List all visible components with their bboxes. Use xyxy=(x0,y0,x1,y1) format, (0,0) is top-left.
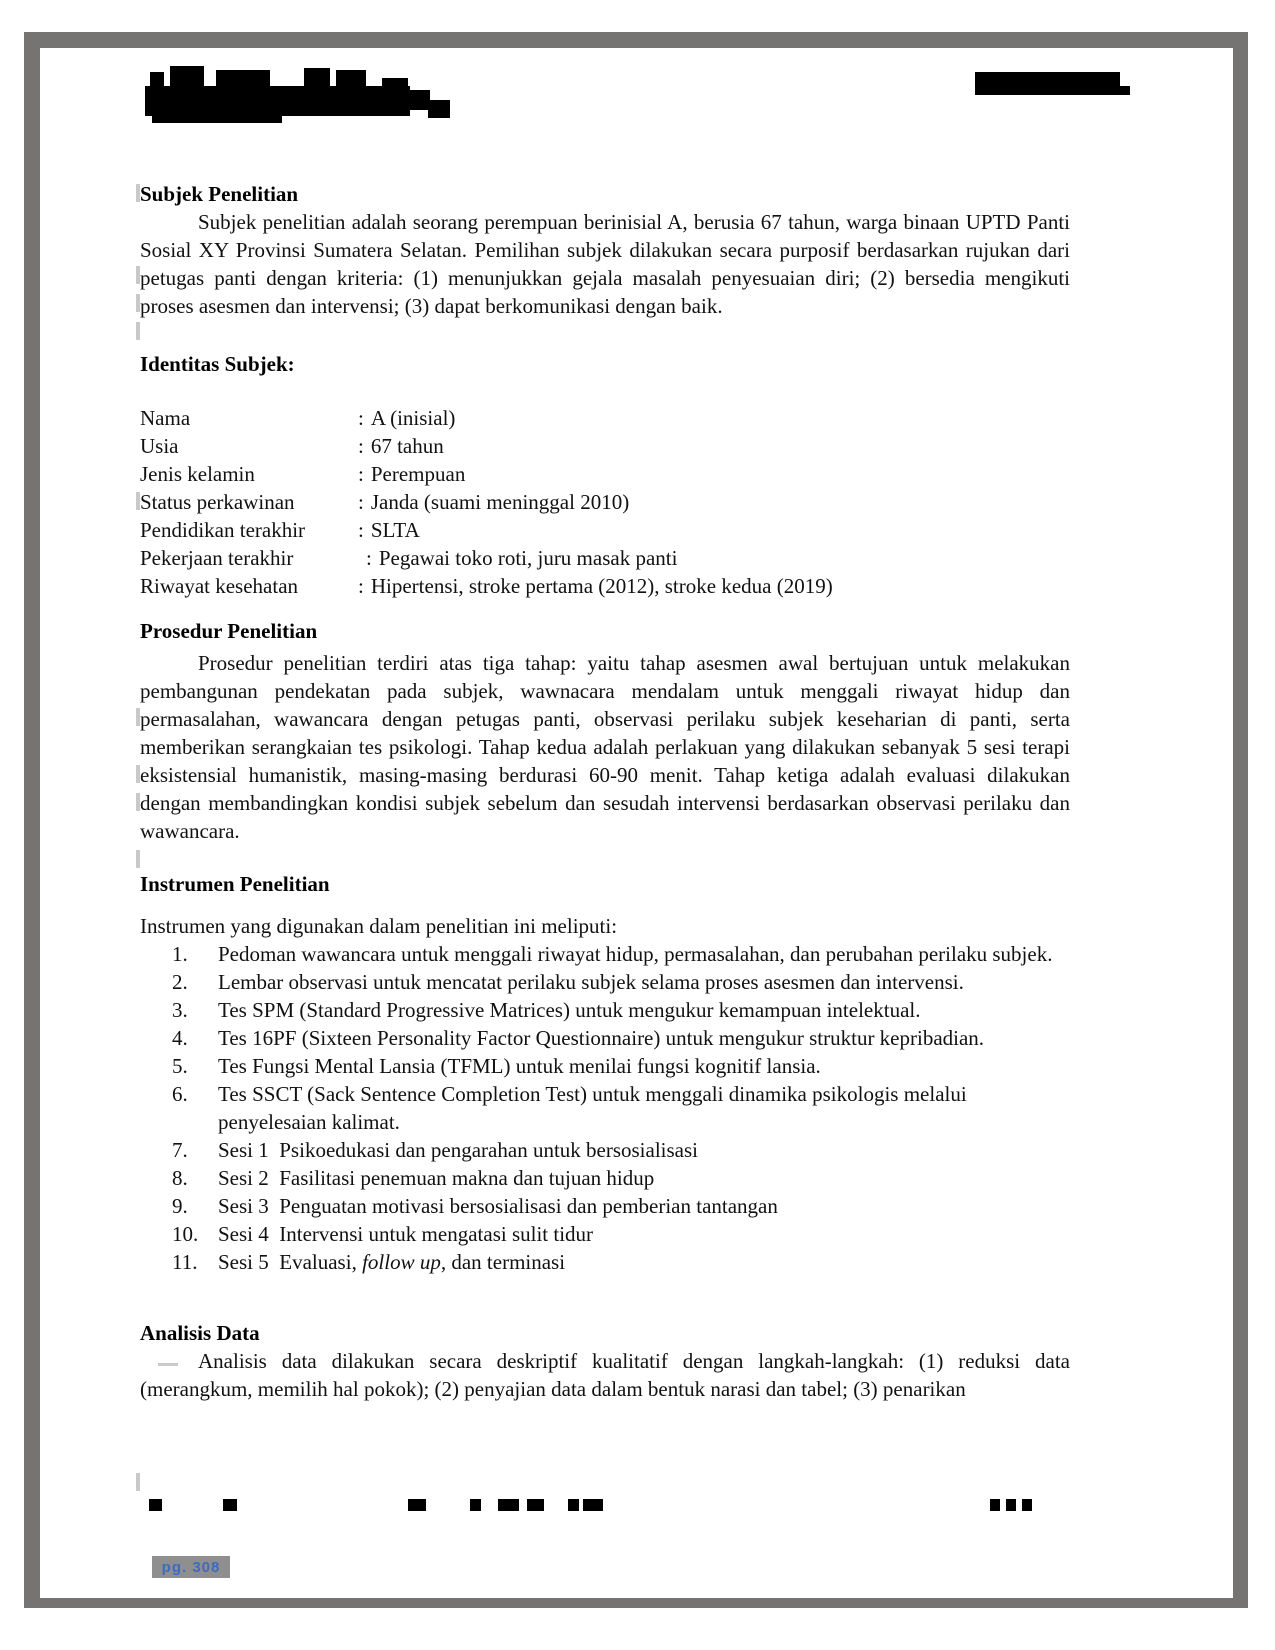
list-item-text xyxy=(218,1248,1070,1276)
heading-instrumen-penelitian: Instrumen Penelitian xyxy=(140,872,330,896)
list-item-number: 3. xyxy=(172,998,188,1022)
list-item-text-post: dan terminasi xyxy=(446,1250,566,1274)
identity-row-status-perkawinan xyxy=(140,488,1070,516)
identity-row-jenis-kelamin xyxy=(140,460,1070,488)
paragraph-analisis: Analisis data dilakukan secara deskriptif kualitatif dengan langkah-langkah: (1) reduksi data (merangkum, memilih hal pokok); (2) penyajian data dalam bentuk narasi dan tabel; (3) penarikan xyxy=(140,1349,1070,1401)
identity-label: Pendidikan terakhir xyxy=(140,518,306,542)
list-item-text: Tes SSCT (Sack Sentence Completion Test) untuk menggali dinamika psikologis melalui penyelesaian kalimat. xyxy=(218,1082,972,1134)
list-item-text-italic: follow up, xyxy=(362,1250,447,1274)
list-item-text: Tes 16PF (Sixteen Personality Factor Questionnaire) untuk mengukur struktur kepribadian. xyxy=(218,1026,985,1050)
identity-value: 67 tahun xyxy=(370,434,444,458)
list-item-number: 4. xyxy=(172,1026,188,1050)
identity-label: Status perkawinan xyxy=(140,490,295,514)
instrumen-intro: Instrumen yang digunakan dalam penelitian ini meliputi: xyxy=(140,914,618,938)
list-item-text: Tes SPM (Standard Progressive Matrices) untuk mengukur kemampuan intelektual. xyxy=(218,998,921,1022)
identity-separator: : xyxy=(366,546,372,570)
list-item-text: Tes Fungsi Mental Lansia (TFML) untuk menilai fungsi kognitif lansia. xyxy=(218,1054,821,1078)
paragraph-prosedur: Prosedur penelitian terdiri atas tiga tahap: yaitu tahap asesmen awal bertujuan untuk melakukan pembangunan pendekatan pada subjek, wawnacara mendalam untuk menggali riwayat hidup dan permasalahan, wawancara dengan petugas panti, observasi perilaku subjek keseharian di panti, serta memberikan serangkaian tes psikologi. Tahap kedua adalah perlakuan yang dilakukan sebanyak 5 sesi terapi eksistensial humanistik, masing-masing berdurasi 60-90 menit. Tahap ketiga adalah evaluasi dilakukan dengan membandingkan kondisi subjek sebelum dan sesudah intervensi berdasarkan observasi perilaku dan wawancara. xyxy=(140,651,1070,843)
identity-separator: : xyxy=(358,518,364,542)
heading-prosedur-penelitian: Prosedur Penelitian xyxy=(140,619,318,643)
identity-separator: : xyxy=(358,434,364,458)
identity-row-usia xyxy=(140,432,1070,460)
list-item-text-pre: Sesi 5 Evaluasi, xyxy=(218,1250,363,1274)
list-item-number: 5. xyxy=(172,1054,188,1078)
list-item-text: Sesi 4 Intervensi untuk mengatasi sulit tidur xyxy=(218,1222,594,1246)
list-item-text: Sesi 2 Fasilitasi penemuan makna dan tujuan hidup xyxy=(218,1166,655,1190)
identity-separator: : xyxy=(358,462,364,486)
document-content xyxy=(140,48,1070,1403)
identity-label: Pekerjaan terakhir xyxy=(140,546,294,570)
identity-label: Usia xyxy=(140,434,179,458)
list-item-text: Sesi 1 Psikoedukasi dan pengarahan untuk bersosialisasi xyxy=(218,1138,699,1162)
list-item xyxy=(140,1136,1070,1164)
list-item xyxy=(140,1192,1070,1220)
identity-label: Nama xyxy=(140,406,191,430)
identity-table xyxy=(140,404,1070,600)
identity-separator: : xyxy=(358,406,364,430)
paragraph-subjek: Subjek penelitian adalah seorang perempuan berinisial A, berusia 67 tahun, warga binaan UPTD Panti Sosial XY Provinsi Sumatera Selatan. Pemilihan subjek dilakukan secara purposif berdasarkan rujukan dari petugas panti dengan kriteria: (1) menunjukkan gejala masalah penyesuaian diri; (2) bersedia mengikuti proses asesmen dan intervensi; (3) dapat berkomunikasi dengan baik. xyxy=(140,210,1070,318)
identity-value: A (inisial) xyxy=(370,406,456,430)
list-item xyxy=(140,1052,1070,1080)
list-item xyxy=(140,1220,1070,1248)
list-item-number: 10. xyxy=(172,1222,199,1246)
identity-value: SLTA xyxy=(370,518,420,542)
list-item xyxy=(140,996,1070,1024)
list-item-number: 7. xyxy=(172,1138,188,1162)
identity-separator: : xyxy=(358,490,364,514)
identity-row-pendidikan xyxy=(140,516,1070,544)
identity-value: Pegawai toko roti, juru masak panti xyxy=(378,546,678,570)
identity-label: Riwayat kesehatan xyxy=(140,574,299,598)
list-item xyxy=(140,1080,1070,1136)
instrumen-list xyxy=(140,940,1070,1276)
list-item xyxy=(140,1024,1070,1052)
list-item xyxy=(140,1164,1070,1192)
identity-row-nama xyxy=(140,404,1070,432)
list-item-text: Pedoman wawancara untuk menggali riwayat hidup, permasalahan, dan perubahan perilaku subjek. xyxy=(218,942,1053,966)
identity-label: Jenis kelamin xyxy=(140,462,255,486)
list-item-text: Sesi 3 Penguatan motivasi bersosialisasi dan pemberian tantangan xyxy=(218,1194,778,1218)
identity-value: Hipertensi, stroke pertama (2012), stroke kedua (2019) xyxy=(370,574,833,598)
list-item-number: 11. xyxy=(172,1250,198,1274)
list-item xyxy=(140,968,1070,996)
list-item xyxy=(140,1248,1070,1276)
identity-value: Perempuan xyxy=(370,462,466,486)
list-item-number: 8. xyxy=(172,1166,188,1190)
list-item-number: 2. xyxy=(172,970,188,994)
heading-subjek-penelitian: Subjek Penelitian xyxy=(140,182,299,206)
page-number-label: pg. 308 xyxy=(152,1556,230,1578)
heading-identitas-subjek: Identitas Subjek: xyxy=(140,352,295,376)
heading-analisis-data: Analisis Data xyxy=(140,1321,260,1345)
list-item-number: 1. xyxy=(172,942,188,966)
identity-separator: : xyxy=(358,574,364,598)
identity-row-riwayat-kesehatan xyxy=(140,572,1070,600)
list-item-number: 6. xyxy=(172,1082,188,1106)
list-item-text: Lembar observasi untuk mencatat perilaku subjek selama proses asesmen dan intervensi. xyxy=(218,970,964,994)
identity-row-pekerjaan xyxy=(140,544,1070,572)
list-item xyxy=(140,940,1070,968)
list-item-number: 9. xyxy=(172,1194,188,1218)
identity-value: Janda (suami meninggal 2010) xyxy=(370,490,630,514)
